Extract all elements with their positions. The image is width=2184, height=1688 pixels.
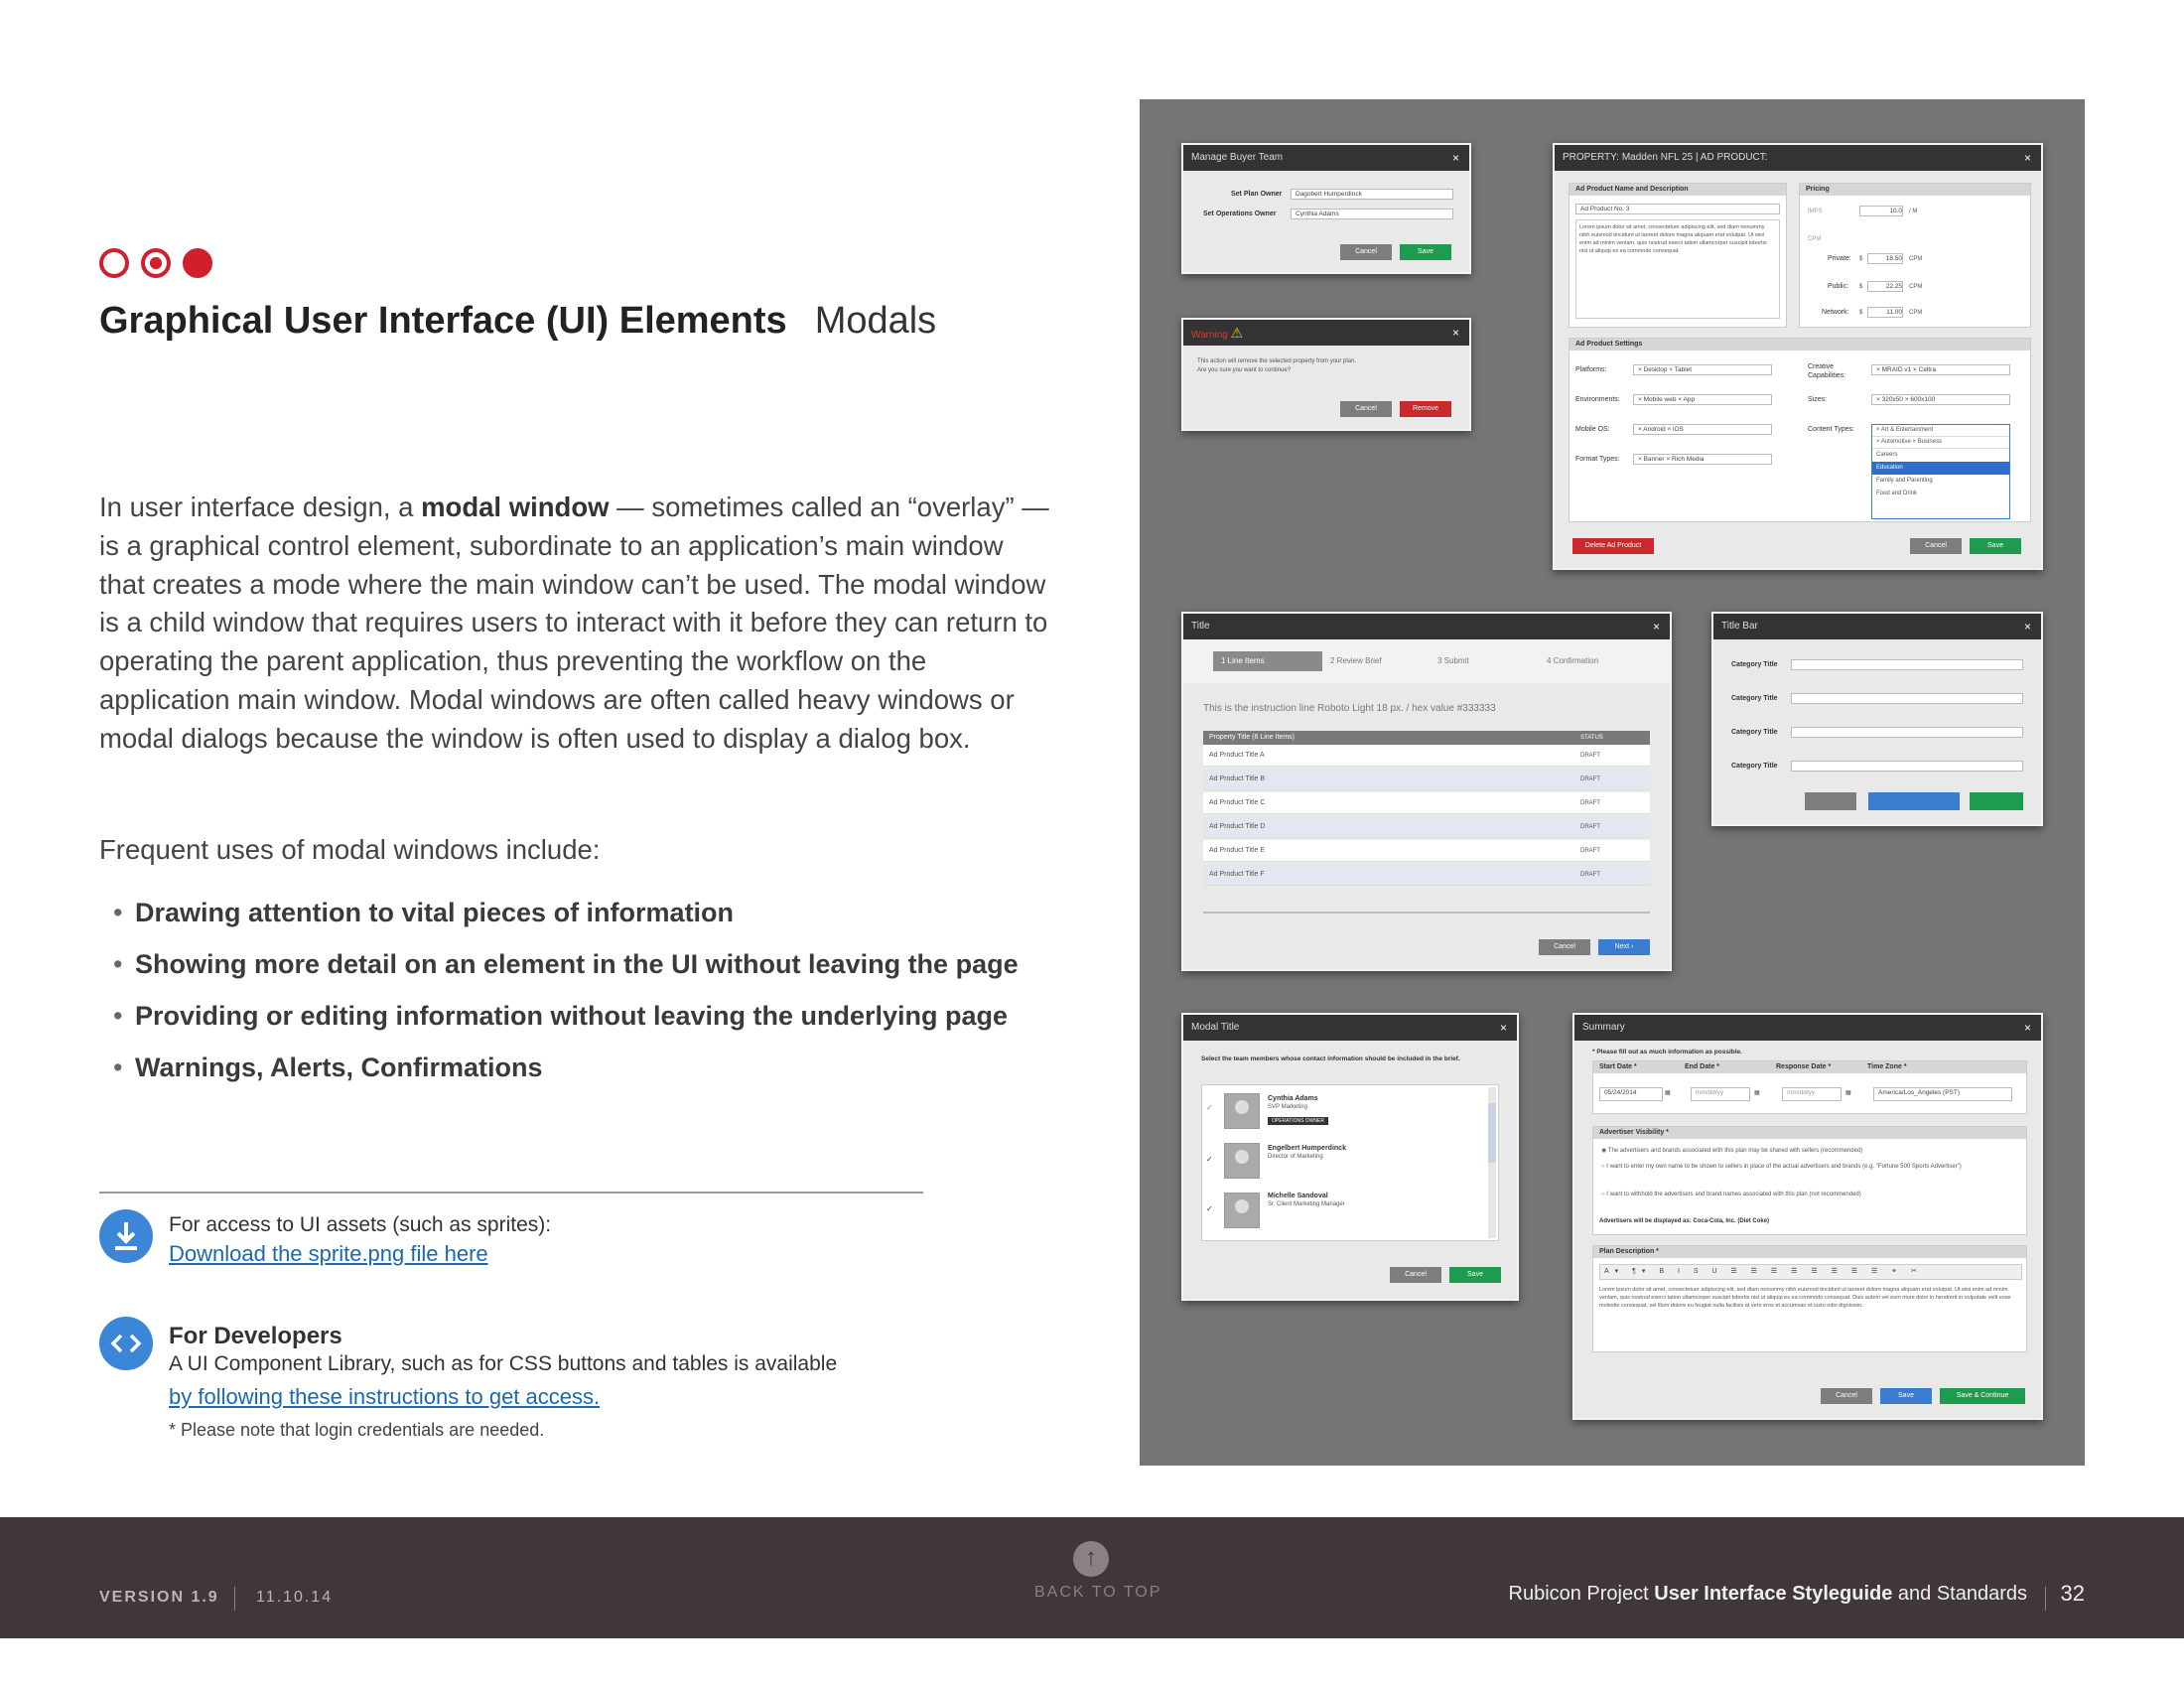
plan-description-panel [1592, 1245, 2027, 1352]
checkbox[interactable]: ✓ [1206, 1204, 1213, 1213]
calendar-icon[interactable]: ▦ [1665, 1090, 1671, 1096]
gray-button[interactable] [1805, 792, 1856, 810]
dollar-sign: $ [1859, 310, 1863, 316]
next-button[interactable]: Next › [1598, 939, 1650, 955]
warning-modal [1181, 318, 1471, 431]
developers-text: A UI Component Library, such as for CSS buttons and tables is available [169, 1352, 838, 1375]
summary-note: * Please fill out as much information as possible. [1592, 1049, 1742, 1055]
row-title: Ad Product Title D [1209, 823, 1266, 830]
row-status: DRAFT [1580, 848, 1600, 854]
team-list [1201, 1084, 1499, 1241]
warning-icon: ⚠ [1230, 325, 1244, 341]
page-title-sub: Modals [814, 300, 937, 342]
assets-text: For access to UI assets (such as sprites): [169, 1213, 552, 1236]
avatar [1224, 1093, 1260, 1129]
close-icon[interactable]: × [2023, 1021, 2031, 1035]
step-active[interactable]: 1 Line Items [1213, 651, 1322, 671]
green-button[interactable] [1970, 792, 2023, 810]
plan-description-header: Plan Description * [1593, 1246, 2026, 1258]
step[interactable]: 4 Confirmation [1547, 656, 1599, 665]
close-icon[interactable]: × [1652, 620, 1660, 633]
platforms-tags[interactable]: × Desktop × Tablet [1633, 364, 1772, 375]
panel-header: Pricing [1800, 184, 2030, 196]
uses-item: • Providing or editing information without leaving the underlying page [135, 1001, 1019, 1053]
calendar-icon[interactable]: ▦ [1845, 1090, 1851, 1096]
uses-item: • Warnings, Alerts, Confirmations [135, 1053, 1019, 1104]
dropdown-option-selected[interactable]: Education [1872, 462, 2009, 475]
code-icon [99, 1317, 153, 1370]
buyer-team-modal [1181, 143, 1471, 274]
developers-title: For Developers [169, 1323, 342, 1349]
row-status: DRAFT [1580, 872, 1600, 878]
dollar-sign: $ [1859, 284, 1863, 290]
checkbox[interactable]: ✓ [1206, 1155, 1213, 1164]
visibility-header: Advertiser Visibility * [1593, 1127, 2026, 1139]
developers-note: * Please note that login credentials are needed. [169, 1420, 545, 1440]
footer-brand [1509, 1583, 2028, 1606]
ops-owner-select[interactable]: Cynthia Adams [1291, 209, 1453, 219]
person-name: Michelle Sandoval [1268, 1193, 1328, 1199]
owner-badge: OPERATIONS OWNER [1268, 1117, 1328, 1125]
row-title: Ad Product Title B [1209, 775, 1266, 782]
close-icon[interactable]: × [1451, 326, 1459, 340]
visibility-option[interactable]: ◉ The advertisers and brands associated with this plan may be shared with sellers (recommended) [1601, 1148, 1863, 1154]
close-icon[interactable]: × [2023, 151, 2031, 165]
visibility-option-text: The advertisers and brands associated with this plan may be shared with sellers (recommended) [1607, 1148, 1863, 1154]
row-status: DRAFT [1580, 824, 1600, 830]
ops-owner-label: Set Operations Owner [1203, 211, 1277, 217]
table-header [1203, 731, 1650, 745]
brand-suffix: and Standards [1892, 1583, 2027, 1605]
assets-text-block [169, 1213, 551, 1267]
visibility-option-text: I want to withhold the advertisers and brand names associated with this plan (not recommended) [1606, 1192, 1861, 1197]
ad-product-name-input[interactable]: Ad Product No. 3 [1575, 204, 1780, 214]
section-dots [99, 248, 212, 278]
title-bar-modal [1711, 612, 2043, 826]
warning-line1: This action will remove the selected property from your plan. [1197, 358, 1357, 364]
close-icon[interactable]: × [2023, 620, 2031, 633]
page-title [99, 300, 936, 343]
dates-header [1593, 1061, 2026, 1073]
remove-button[interactable]: Remove [1400, 401, 1451, 417]
imps-label: IMPS [1808, 209, 1823, 214]
team-instruction: Select the team members whose contact information should be included in the brief. [1201, 1055, 1460, 1062]
category-title-input[interactable] [1791, 727, 2023, 738]
editor-toolbar[interactable]: A▾ ¶▾ B I S U ☰ ☰ ☰ ☰ ☰ ☰ ☰ ☰ ⚭ ✂ [1599, 1264, 2022, 1280]
cancel-button[interactable]: Cancel [1821, 1388, 1872, 1404]
dropdown-option[interactable]: Family and Parenting [1876, 478, 1933, 484]
person-role: Sr. Client Marketing Manager [1268, 1201, 1345, 1207]
imps-unit: / M [1909, 209, 1918, 214]
page-footer [0, 1517, 2184, 1638]
mobile-os-tags[interactable]: × Android × iOS [1633, 424, 1772, 435]
table-row[interactable] [1203, 745, 1650, 767]
developers-text-block [169, 1323, 837, 1441]
intro-bold: modal window [421, 492, 610, 522]
save-continue-button[interactable]: Save & Continue [1940, 1388, 2025, 1404]
summary-modal [1572, 1013, 2043, 1420]
modal-title: Modal Title [1191, 1022, 1240, 1033]
modal-title: Title [1191, 621, 1210, 632]
cancel-button[interactable]: Cancel [1340, 244, 1392, 260]
modal-gallery [1140, 99, 2085, 1466]
creative-tags[interactable]: × MRAID v1 × Celtra [1871, 364, 2010, 375]
footer-separator [2045, 1587, 2046, 1611]
table-row[interactable] [1203, 769, 1650, 790]
content-tags-2: × Automotive × Business [1872, 437, 2009, 449]
step[interactable]: 3 Submit [1437, 656, 1469, 665]
arrow-up-icon[interactable]: ↑ [1073, 1541, 1109, 1577]
private-cpm-input[interactable]: 18.50 [1867, 253, 1903, 264]
end-date-input[interactable]: mm/dd/yy [1691, 1087, 1750, 1101]
dropdown-option[interactable]: Careers [1876, 452, 1898, 458]
modal-title: Warning [1191, 330, 1228, 341]
display-as-text: Advertisers will be displayed as: Coca-Cola, Inc. (Diet Coke) [1599, 1218, 1770, 1224]
public-label: Public: [1828, 283, 1849, 290]
time-zone-select[interactable]: America/Los_Angeles (PST) [1873, 1087, 2012, 1101]
modal-header [1713, 614, 2041, 639]
cpm-unit: CPM [1909, 284, 1923, 290]
uses-item: • Drawing attention to vital pieces of information [135, 898, 1019, 949]
uses-item: • Showing more detail on an element in the UI without leaving the page [135, 949, 1019, 1001]
dates-panel [1592, 1060, 2027, 1114]
footer-separator [234, 1587, 235, 1611]
dot-filled [183, 248, 212, 278]
modal-title: Manage Buyer Team [1191, 152, 1284, 163]
table-row[interactable] [1203, 816, 1650, 838]
settings-panel [1569, 338, 2031, 522]
intro-part1: In user interface design, a [99, 492, 422, 522]
content-types-dropdown[interactable] [1871, 424, 2010, 519]
row-title: Ad Product Title E [1209, 847, 1266, 854]
cpm-unit: CPM [1909, 256, 1923, 262]
person-name: Engelbert Humperdinck [1268, 1145, 1346, 1152]
imps-input[interactable]: 10.0 [1859, 206, 1903, 216]
plan-owner-select[interactable]: Dagobert Humperdinck [1291, 189, 1453, 200]
time-zone-label: Time Zone * [1867, 1063, 1907, 1070]
brand-prefix: Rubicon Project [1508, 1583, 1655, 1605]
start-date-input[interactable]: 05/24/2014 [1599, 1087, 1663, 1101]
public-cpm-input[interactable]: 22.25 [1867, 281, 1903, 292]
environments-tags[interactable]: × Mobile web × App [1633, 394, 1772, 405]
save-button[interactable]: Save [1400, 244, 1451, 260]
network-cpm-input[interactable]: 11.00 [1867, 307, 1903, 318]
network-label: Network: [1822, 309, 1849, 316]
category-title-input[interactable] [1791, 761, 2023, 772]
modal-title: Title Bar [1721, 621, 1758, 632]
private-label: Private: [1828, 255, 1851, 262]
page-title-main: Graphical User Interface (UI) Elements [99, 300, 787, 342]
uses-title: Frequent uses of modal windows include: [99, 834, 601, 865]
team-modal [1181, 1013, 1519, 1301]
format-types-label: Format Types: [1575, 456, 1620, 463]
sizes-tags[interactable]: × 320x50 × 600x100 [1871, 394, 2010, 405]
visibility-option[interactable]: ○ I want to withhold the advertisers and brand names associated with this plan (not recommended) [1601, 1192, 1861, 1197]
cpm-label: CPM [1808, 236, 1822, 242]
version-date: 11.10.14 [256, 1589, 334, 1606]
modal-title: PROPERTY: Madden NFL 25 | AD PRODUCT: [1563, 152, 1768, 163]
category-title-input[interactable] [1791, 659, 2023, 670]
avatar [1224, 1143, 1260, 1179]
uses-list [135, 898, 1019, 1104]
intro-part2: — sometimes called an “overlay” — is a graphical control element, subordinate to an application’s main window that creates a mode where the main window can’t be used. The modal window is a child window that requires users to interact with it before they can return to operating the parent application, thus preventing the workflow on the application main window. Modal windows are often called heavy windows or modal dialogs because the window is often used to display a dialog box. [99, 492, 1049, 754]
plan-description-text[interactable]: Lorem ipsum dolor sit amet, consectetuer adipiscing elit, sed diam nonummy nibh euismod tincidunt ut laoreet dolore magna aliquam erat volutpat. Ut wisi enim ad minim veniam, quis nostrud exerci tation ullamcorper suscipit lobortis nisl ut aliquip ex ea commodo consequat. Duis autem vel eum iriure dolor in hendrerit in vulputate velit esse molestie consequat, vel illum dolore eu feugiat nulla facilisis at vero eros et accumsan et iusto odio dignissim. [1599, 1287, 2011, 1309]
platforms-label: Platforms: [1575, 366, 1607, 373]
category-title-label: Category Title [1731, 729, 1778, 736]
plan-owner-label: Set Plan Owner [1231, 191, 1283, 198]
ad-product-description[interactable]: Lorem ipsum dolor sit amet, consectetuer adipiscing elit, sed diam nonummy nibh euismod tincidunt ut laoreet dolore magna aliquam erat volutpat. Ut wisi enim ad minim veniam, quis nostrud exerci tation ullamcorper suscipit lobortis nisl ut aliquip ex ea commodo consequat. [1575, 219, 1780, 319]
avatar [1224, 1193, 1260, 1228]
delete-ad-product-button[interactable]: Delete Ad Product [1572, 538, 1654, 554]
table-row[interactable] [1203, 840, 1650, 862]
save-button[interactable]: Save [1449, 1267, 1501, 1283]
creative-label: Creative Capabilities: [1808, 363, 1846, 379]
cancel-button[interactable]: Cancel [1910, 538, 1962, 554]
person-role: SVP Marketing [1268, 1104, 1307, 1110]
wizard-stepper [1183, 639, 1670, 683]
save-button[interactable]: Save [1970, 538, 2021, 554]
wizard-instruction: This is the instruction line Roboto Light 18 px. / hex value #333333 [1203, 703, 1496, 714]
modal-title: Summary [1582, 1022, 1625, 1033]
response-date-label: Response Date * [1776, 1063, 1832, 1070]
dropdown-option[interactable]: Food and Drink [1876, 491, 1918, 496]
cancel-button[interactable]: Cancel [1340, 401, 1392, 417]
cpm-unit: CPM [1909, 310, 1923, 316]
category-title-label: Category Title [1731, 763, 1778, 770]
row-title: Ad Product Title F [1209, 871, 1265, 878]
end-date-label: End Date * [1685, 1063, 1720, 1070]
close-icon[interactable]: × [1451, 151, 1459, 165]
format-types-tags[interactable]: × Banner × Rich Media [1633, 454, 1772, 465]
content-types-label: Content Types: [1808, 426, 1854, 433]
environments-label: Environments: [1575, 396, 1620, 403]
row-status: DRAFT [1580, 753, 1600, 759]
scrollbar-thumb[interactable] [1488, 1103, 1496, 1163]
step[interactable]: 2 Review Brief [1330, 656, 1382, 665]
modal-header [1183, 1015, 1517, 1041]
start-date-label: Start Date * [1599, 1063, 1637, 1070]
checkbox[interactable]: ✓ [1206, 1103, 1213, 1112]
close-icon[interactable]: × [1499, 1021, 1507, 1035]
category-title-label: Category Title [1731, 661, 1778, 668]
modal-header [1183, 145, 1469, 171]
modal-body [1183, 346, 1469, 383]
row-status: DRAFT [1580, 800, 1600, 806]
download-icon[interactable] [99, 1209, 153, 1263]
response-date-input[interactable]: mm/dd/yy [1782, 1087, 1842, 1101]
modal-header [1555, 145, 2041, 171]
dollar-sign: $ [1859, 256, 1863, 262]
category-title-input[interactable] [1791, 693, 2023, 704]
dot-ring [141, 248, 171, 278]
panel-header: Ad Product Settings [1570, 339, 2030, 351]
cancel-button[interactable]: Cancel [1539, 939, 1590, 955]
modal-header [1183, 614, 1670, 639]
sizes-label: Sizes: [1808, 396, 1828, 403]
person-role: Director of Marketing [1268, 1154, 1323, 1160]
cancel-button[interactable]: Cancel [1390, 1267, 1441, 1283]
content-tags: × Art & Entertainment [1872, 425, 2009, 437]
panel-header: Ad Product Name and Description [1570, 184, 1786, 196]
dot-outline [99, 248, 129, 278]
visibility-panel [1592, 1126, 2027, 1235]
ad-product-modal [1553, 143, 2043, 570]
wizard-modal [1181, 612, 1672, 971]
person-name: Cynthia Adams [1268, 1095, 1318, 1102]
calendar-icon[interactable]: ▦ [1754, 1090, 1760, 1096]
back-to-top-link[interactable]: BACK TO TOP [1034, 1584, 1162, 1601]
modal-header [1183, 320, 1469, 346]
blue-button[interactable] [1868, 792, 1960, 810]
visibility-option[interactable]: ○ I want to enter my own name to be shown to sellers in place of the actual advertisers and brands (e.g. "Fortune 500 Sports Advertiser") [1601, 1164, 1962, 1170]
row-title: Ad Product Title A [1209, 752, 1265, 759]
warning-line2: Are you sure you want to continue? [1197, 367, 1292, 373]
column-header-property: Property Title (6 Line Items) [1209, 734, 1295, 741]
table-row[interactable] [1203, 792, 1650, 814]
divider [99, 1192, 923, 1194]
category-title-label: Category Title [1731, 695, 1778, 702]
row-title: Ad Product Title C [1209, 799, 1266, 806]
modal-header [1574, 1015, 2041, 1041]
intro-paragraph [99, 489, 1052, 759]
table-row[interactable] [1203, 864, 1650, 886]
developers-instructions-link[interactable]: by following these instructions to get access. [169, 1384, 601, 1409]
row-status: DRAFT [1580, 776, 1600, 782]
table-divider [1203, 912, 1650, 914]
page-number: 32 [2060, 1581, 2085, 1606]
column-header-status: STATUS [1580, 735, 1603, 741]
sprite-download-link[interactable]: Download the sprite.png file here [169, 1241, 488, 1266]
name-description-panel [1569, 183, 1787, 328]
brand-bold: User Interface Styleguide [1654, 1583, 1893, 1605]
pricing-panel [1799, 183, 2031, 328]
save-button[interactable]: Save [1880, 1388, 1932, 1404]
mobile-os-label: Mobile OS: [1575, 426, 1610, 433]
version-label: VERSION 1.9 [99, 1589, 219, 1606]
visibility-option-text: I want to enter my own name to be shown to sellers in place of the actual advertisers and brands (e.g. "Fortune 500 Sports Advertiser") [1606, 1164, 1962, 1170]
scrollbar[interactable] [1488, 1087, 1496, 1238]
